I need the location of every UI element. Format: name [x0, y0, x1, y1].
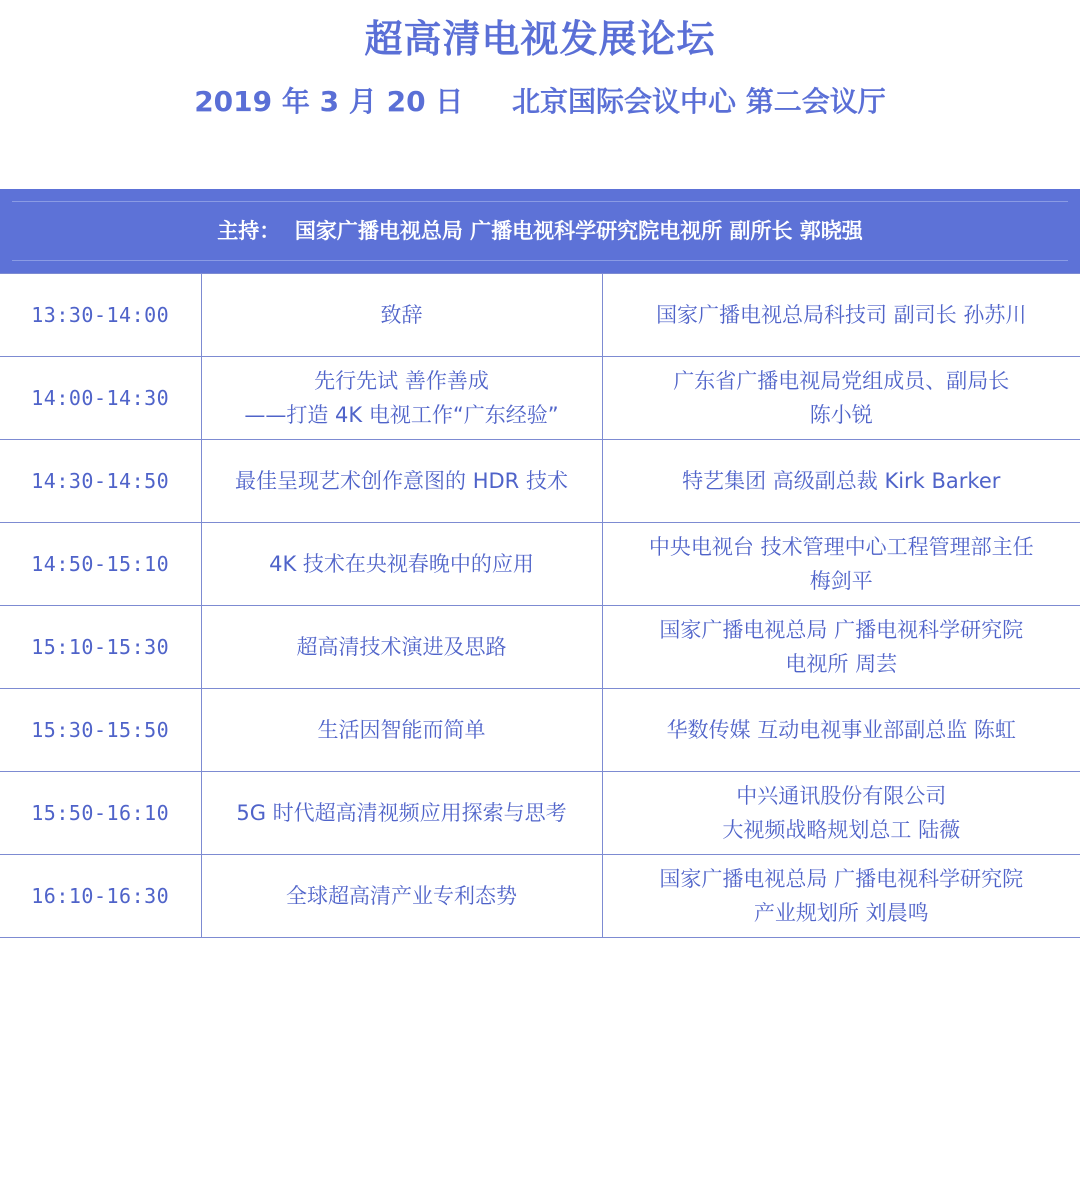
speaker-cell: [602, 523, 1080, 606]
topic-line: 超高清技术演进及思路: [296, 635, 507, 659]
speaker-cell: [602, 772, 1080, 855]
speaker-line: 国家广播电视总局科技司 副司长 孙苏川: [656, 303, 1027, 327]
speaker-line: 中央电视台 技术管理中心工程管理部主任: [648, 535, 1034, 559]
speaker-line: 中兴通讯股份有限公司: [736, 784, 947, 808]
speaker-line: 电视所 周芸: [785, 652, 898, 676]
agenda-row: [0, 855, 1080, 938]
time-cell: 14:00-14:30: [0, 357, 201, 440]
time-cell: 15:10-15:30: [0, 606, 201, 689]
agenda-row: [0, 440, 1080, 523]
agenda-row: [0, 357, 1080, 440]
agenda-row: [0, 689, 1080, 772]
time-cell: 14:30-14:50: [0, 440, 201, 523]
speaker-line: 陈小锐: [809, 403, 873, 427]
topic-cell: [201, 772, 602, 855]
time-cell: 14:50-15:10: [0, 523, 201, 606]
speaker-cell: [602, 274, 1080, 357]
time-cell: 15:50-16:10: [0, 772, 201, 855]
topic-cell: [201, 440, 602, 523]
agenda-row: [0, 772, 1080, 855]
time-cell: 16:10-16:30: [0, 855, 201, 938]
speaker-line: 产业规划所 刘晨鸣: [753, 901, 929, 925]
topic-cell: [201, 523, 602, 606]
agenda-row: [0, 274, 1080, 357]
speaker-cell: [602, 440, 1080, 523]
topic-line: 4K 技术在央视春晚中的应用: [269, 552, 534, 576]
time-cell: 15:30-15:50: [0, 689, 201, 772]
event-date-venue: 2019 年 3 月 20 日 北京国际会议中心 第二会议厅: [194, 85, 886, 118]
time-cell: 13:30-14:00: [0, 274, 201, 357]
speaker-line: 国家广播电视总局 广播电视科学研究院: [659, 618, 1024, 642]
speaker-line: 国家广播电视总局 广播电视科学研究院: [659, 867, 1024, 891]
topic-line: 致辞: [380, 303, 423, 327]
agenda-row: [0, 523, 1080, 606]
speaker-line: 华数传媒 互动电视事业部副总监 陈虹: [666, 718, 1016, 742]
topic-line: 全球超高清产业专利态势: [286, 884, 517, 908]
speaker-cell: [602, 606, 1080, 689]
host-banner: [0, 189, 1080, 273]
topic-line: 最佳呈现艺术创作意图的 HDR 技术: [235, 469, 568, 493]
speaker-line: 广东省广播电视局党组成员、副局长: [673, 369, 1010, 393]
speaker-line: 特艺集团 高级副总裁 Kirk Barker: [682, 469, 1001, 493]
topic-cell: [201, 274, 602, 357]
page-title: 超高清电视发展论坛: [364, 17, 716, 61]
speaker-cell: [602, 855, 1080, 938]
topic-line: ——打造 4K 电视工作“广东经验”: [244, 403, 559, 427]
speaker-line: 梅剑平: [809, 569, 873, 593]
speaker-cell: [602, 357, 1080, 440]
agenda-row: [0, 606, 1080, 689]
agenda-table: [0, 273, 1080, 938]
topic-line: 先行先试 善作善成: [314, 369, 489, 393]
topic-line: 5G 时代超高清视频应用探索与思考: [236, 801, 567, 825]
topic-cell: [201, 855, 602, 938]
topic-line: 生活因智能而简单: [317, 718, 486, 742]
topic-cell: [201, 689, 602, 772]
speaker-line: 大视频战略规划总工 陆薇: [722, 818, 961, 842]
host-text: 主持： 国家广播电视总局 广播电视科学研究院电视所 副所长 郭晓强: [217, 219, 863, 243]
speaker-cell: [602, 689, 1080, 772]
agenda-body: [0, 274, 1080, 938]
topic-cell: [201, 357, 602, 440]
topic-cell: [201, 606, 602, 689]
